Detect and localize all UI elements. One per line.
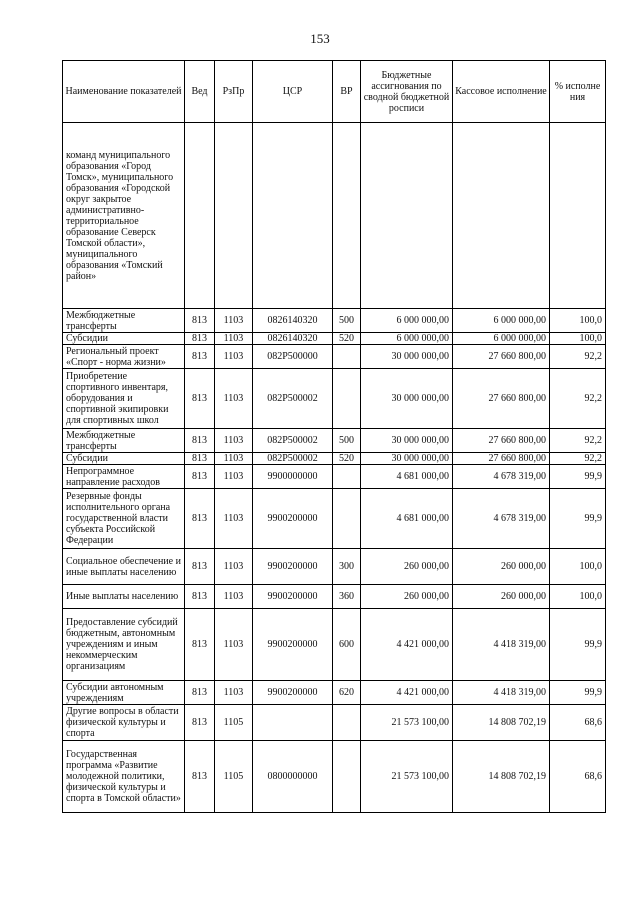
col-header-ved: Вед (185, 61, 215, 123)
cell-vr: 620 (333, 681, 361, 705)
cell-cash: 14 808 702,19 (453, 705, 550, 741)
cell-name: Социальное обеспечение и иные выплаты населению (63, 549, 185, 585)
cell-ved: 813 (185, 681, 215, 705)
cell-budget: 4 421 000,00 (361, 681, 453, 705)
cell-csr: 9900200000 (253, 585, 333, 609)
cell-vr (333, 369, 361, 429)
cell-cash: 260 000,00 (453, 585, 550, 609)
cell-name: Государственная программа «Развитие молодежной политики, физической культуры и спорта в Томской области» (63, 741, 185, 813)
cell-ved: 813 (185, 585, 215, 609)
cell-name: Субсидии автономным учреждениям (63, 681, 185, 705)
table-row (63, 369, 606, 429)
cell-rzpr: 1103 (215, 609, 253, 681)
cell-cash: 4 678 319,00 (453, 465, 550, 489)
table-row (63, 549, 606, 585)
cell-csr: 082P500002 (253, 429, 333, 453)
cell-vr: 520 (333, 333, 361, 345)
cell-cash: 260 000,00 (453, 549, 550, 585)
cell-name: Резервные фонды исполнительного органа государственной власти субъекта Российской Федерации (63, 489, 185, 549)
cell-cash: 27 660 800,00 (453, 369, 550, 429)
cell-budget: 30 000 000,00 (361, 345, 453, 369)
table-row (63, 585, 606, 609)
cell-ved: 813 (185, 345, 215, 369)
cell-budget: 260 000,00 (361, 585, 453, 609)
cell-budget: 21 573 100,00 (361, 705, 453, 741)
continuation-text: команд муниципального образования «Город Томск», муниципального образования «Городской округ закрытое административно-территориальное образование Северск Томской области», муниципального образования «Томский район» (63, 123, 185, 309)
cell-budget: 6 000 000,00 (361, 333, 453, 345)
cell-rzpr: 1103 (215, 585, 253, 609)
table-row (63, 489, 606, 549)
col-header-pct: % исполне ния (550, 61, 606, 123)
cell-csr: 082P500002 (253, 453, 333, 465)
cell-pct: 68,6 (550, 741, 606, 813)
col-header-budget: Бюджетные ассигнования по сводной бюджетной росписи (361, 61, 453, 123)
cell-name: Другие вопросы в области физической культуры и спорта (63, 705, 185, 741)
cell-pct: 99,9 (550, 609, 606, 681)
col-header-vr: ВР (333, 61, 361, 123)
cell-vr (333, 345, 361, 369)
cell-ved: 813 (185, 333, 215, 345)
cell-rzpr: 1103 (215, 681, 253, 705)
cell-pct: 92,2 (550, 429, 606, 453)
col-header-rzpr: РзПр (215, 61, 253, 123)
cell-csr: 9900200000 (253, 549, 333, 585)
cell-pct: 92,2 (550, 369, 606, 429)
cell-name: Региональный проект «Спорт - норма жизни» (63, 345, 185, 369)
cell-pct: 99,9 (550, 489, 606, 549)
cell-rzpr: 1103 (215, 309, 253, 333)
cell-csr: 9900200000 (253, 489, 333, 549)
cell-ved: 813 (185, 549, 215, 585)
cell-csr: 9900200000 (253, 681, 333, 705)
table-row (63, 429, 606, 453)
cell-ved: 813 (185, 369, 215, 429)
cell-name: Непрограммное направление расходов (63, 465, 185, 489)
table-row (63, 705, 606, 741)
cell-vr: 360 (333, 585, 361, 609)
cell-cash: 27 660 800,00 (453, 345, 550, 369)
cell-ved: 813 (185, 453, 215, 465)
cell-vr (333, 741, 361, 813)
cell-ved: 813 (185, 741, 215, 813)
cell-ved: 813 (185, 489, 215, 549)
cell-pct: 100,0 (550, 549, 606, 585)
cell-name: Приобретение спортивного инвентаря, оборудования и спортивной экипировки для спортивных школ (63, 369, 185, 429)
cell-ved: 813 (185, 309, 215, 333)
cell-pct: 99,9 (550, 681, 606, 705)
table-row (63, 453, 606, 465)
cell-name: Межбюджетные трансферты (63, 309, 185, 333)
cell-vr: 500 (333, 429, 361, 453)
cell-name: Субсидии (63, 333, 185, 345)
cell-cash: 4 418 319,00 (453, 681, 550, 705)
table-row (63, 465, 606, 489)
cell-vr: 300 (333, 549, 361, 585)
cell-budget: 4 681 000,00 (361, 465, 453, 489)
cell-csr (253, 705, 333, 741)
cell-pct: 100,0 (550, 333, 606, 345)
cell-pct: 100,0 (550, 585, 606, 609)
cell-pct: 68,6 (550, 705, 606, 741)
cell-rzpr: 1105 (215, 705, 253, 741)
page-number: 153 (310, 31, 330, 46)
cell-pct: 92,2 (550, 453, 606, 465)
cell-ved: 813 (185, 705, 215, 741)
cell-csr: 0826140320 (253, 309, 333, 333)
cell-rzpr: 1103 (215, 453, 253, 465)
cell-cash: 27 660 800,00 (453, 429, 550, 453)
table-header-row (63, 61, 606, 123)
cell-pct: 92,2 (550, 345, 606, 369)
cell-csr: 0826140320 (253, 333, 333, 345)
cell-vr: 520 (333, 453, 361, 465)
cell-rzpr: 1103 (215, 333, 253, 345)
col-header-csr: ЦСР (253, 61, 333, 123)
cell-cash: 4 678 319,00 (453, 489, 550, 549)
cell-cash: 27 660 800,00 (453, 453, 550, 465)
cell-csr: 082P500002 (253, 369, 333, 429)
cell-budget: 30 000 000,00 (361, 369, 453, 429)
table-row-continuation (63, 123, 606, 309)
cell-pct: 100,0 (550, 309, 606, 333)
table-row (63, 741, 606, 813)
cell-ved: 813 (185, 429, 215, 453)
cell-vr: 500 (333, 309, 361, 333)
cell-budget: 21 573 100,00 (361, 741, 453, 813)
cell-rzpr: 1105 (215, 741, 253, 813)
cell-vr: 600 (333, 609, 361, 681)
budget-table (62, 60, 606, 813)
cell-name: Межбюджетные трансферты (63, 429, 185, 453)
cell-rzpr: 1103 (215, 465, 253, 489)
cell-pct: 99,9 (550, 465, 606, 489)
cell-name: Субсидии (63, 453, 185, 465)
cell-ved: 813 (185, 465, 215, 489)
cell-budget: 260 000,00 (361, 549, 453, 585)
cell-cash: 14 808 702,19 (453, 741, 550, 813)
col-header-name: Наименование показателей (63, 61, 185, 123)
cell-rzpr: 1103 (215, 429, 253, 453)
cell-budget: 30 000 000,00 (361, 453, 453, 465)
cell-name: Предоставление субсидий бюджетным, автономным учреждениям и иным некоммерческим организациям (63, 609, 185, 681)
table-row (63, 681, 606, 705)
table-row (63, 609, 606, 681)
cell-csr: 082P500000 (253, 345, 333, 369)
cell-budget: 4 421 000,00 (361, 609, 453, 681)
table-row (63, 333, 606, 345)
cell-vr (333, 705, 361, 741)
cell-rzpr: 1103 (215, 489, 253, 549)
cell-rzpr: 1103 (215, 369, 253, 429)
col-header-cash: Кассовое исполнение (453, 61, 550, 123)
cell-name: Иные выплаты населению (63, 585, 185, 609)
cell-cash: 4 418 319,00 (453, 609, 550, 681)
cell-csr: 0800000000 (253, 741, 333, 813)
cell-budget: 4 681 000,00 (361, 489, 453, 549)
cell-csr: 9900200000 (253, 609, 333, 681)
cell-budget: 6 000 000,00 (361, 309, 453, 333)
table-row (63, 345, 606, 369)
cell-cash: 6 000 000,00 (453, 333, 550, 345)
cell-rzpr: 1103 (215, 345, 253, 369)
cell-cash: 6 000 000,00 (453, 309, 550, 333)
cell-rzpr: 1103 (215, 549, 253, 585)
cell-csr: 9900000000 (253, 465, 333, 489)
table-row (63, 309, 606, 333)
cell-budget: 30 000 000,00 (361, 429, 453, 453)
cell-vr (333, 489, 361, 549)
cell-ved: 813 (185, 609, 215, 681)
cell-vr (333, 465, 361, 489)
